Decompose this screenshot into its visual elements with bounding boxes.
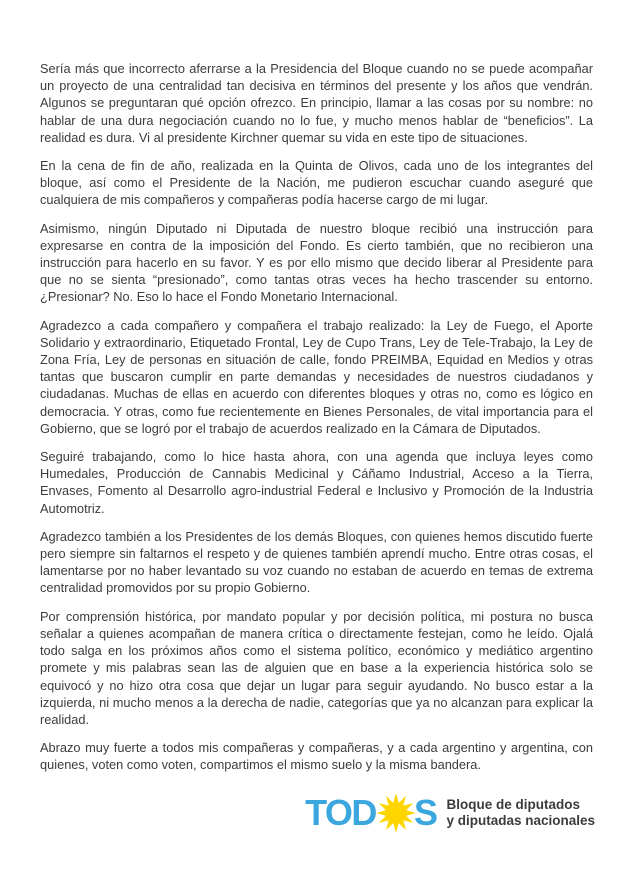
paragraph: En la cena de fin de año, realizada en la Quinta de Olivos, cada uno de los integrantes del bloque, así como el Presidente de la Nación, me pudieron escuchar cuando aseguré que cualquiera de mis compañeros y compañeras podía hacerse cargo de mi lugar. [40, 158, 593, 208]
letter-body [40, 60, 593, 785]
sun-burst-icon [375, 792, 417, 834]
paragraph: Sería más que incorrecto aferrarse a la Presidencia del Bloque cuando no se puede acompañar un proyecto de una centralidad tan decisiva en términos del presente y los años que vendrán. Algunos se preguntaran qué opción ofrezco. En principio, llamar a las cosas por su nombre: no hablar de una dura negociación cuando no lo fue, y mucho menos hablar de “beneficios”. La realidad es dura. Vi al presidente Kirchner quemar su vida en este tipo de situaciones. [40, 61, 593, 145]
logo-caption-line2: y diputadas nacionales [446, 813, 595, 828]
todos-logo-prefix: TOD [305, 792, 376, 833]
paragraph: Agradezco también a los Presidentes de los demás Bloques, con quienes hemos discutido fuerte pero siempre sin faltarnos el respeto y de quienes también aprendí mucho. Entre otras cosas, el lamentarse por no haber levantado su voz cuando no estaban de acuerdo en temas de extrema centralidad promovidos por su propio Gobierno. [40, 528, 593, 596]
todos-logo [305, 792, 436, 834]
paragraph: Asimismo, ningún Diputado ni Diputada de nuestro bloque recibió una instrucción para expresarse en contra de la imposición del Fondo. Es cierto también, que no recibieron una instrucción para hacerlo en su favor. Y es por ello mismo que decido liberar al Presidente para que no se sienta “presionado”, como tantas otras veces ha hecho trascender su entorno. ¿Presionar? No. Eso lo hace el Fondo Monetario Internacional. [40, 220, 593, 305]
logo-caption-line1: Bloque de diputados [446, 797, 580, 812]
paragraph: Por comprensión histórica, por mandato popular y por decisión política, mi postura no busca señalar a quienes acompañan de manera crítica o directamente festejan, como he leído. Ojalá todo salga en los próximos años como el sistema político, económico y mediático argentino promete y mis palabras sean las de alguien que en base a la experiencia histórica solo se equivocó y no hizo otra cosa que dejar un lugar para seguir ayudando. No busco estar a la izquierda, ni mucho menos a la derecha de nadie, categorías que ya no alcanzan para explicar la realidad. [40, 608, 593, 727]
todos-logo-suffix: S [413, 792, 437, 833]
paragraph: Abrazo muy fuerte a todos mis compañeras y compañeras, y a cada argentino y argentina, con quienes, voten como voten, compartimos el mismo suelo y la misma bandera. [40, 740, 593, 773]
sun-burst-shape [376, 793, 416, 833]
paragraph: Agradezco a cada compañero y compañera el trabajo realizado: la Ley de Fuego, el Aporte Solidario y extraordinario, Etiquetado Frontal, Ley de Cupo Trans, Ley de Tele-Trabajo, la Ley de Zona Fría, Ley de personas en situación de calle, fondo PREIMBA, Equidad en Medios y otras tantas que buscaron cumplir en parte demandas y necesidades de nuestros ciudadanos y ciudadanas. Muchas de ellas en acuerdo con diferentes bloques y otras no, como es lógico en democracia. Y otras, como fue recientemente en Bienes Personales, de vital importancia para el Gobierno, que se logró por el trabajo de acuerdos realizado en la Cámara de Diputados. [40, 317, 593, 436]
footer-logo-block [0, 792, 595, 834]
paragraph: Seguiré trabajando, como lo hice hasta ahora, con una agenda que incluya leyes como Humedales, Producción de Cannabis Medicinal y Cáñamo Industrial, Acceso a la Tierra, Envases, Fomento al Desarrollo agro-industrial Federal e Inclusivo y Promoción de la Industria Automotriz. [40, 449, 593, 516]
logo-caption [446, 797, 595, 829]
